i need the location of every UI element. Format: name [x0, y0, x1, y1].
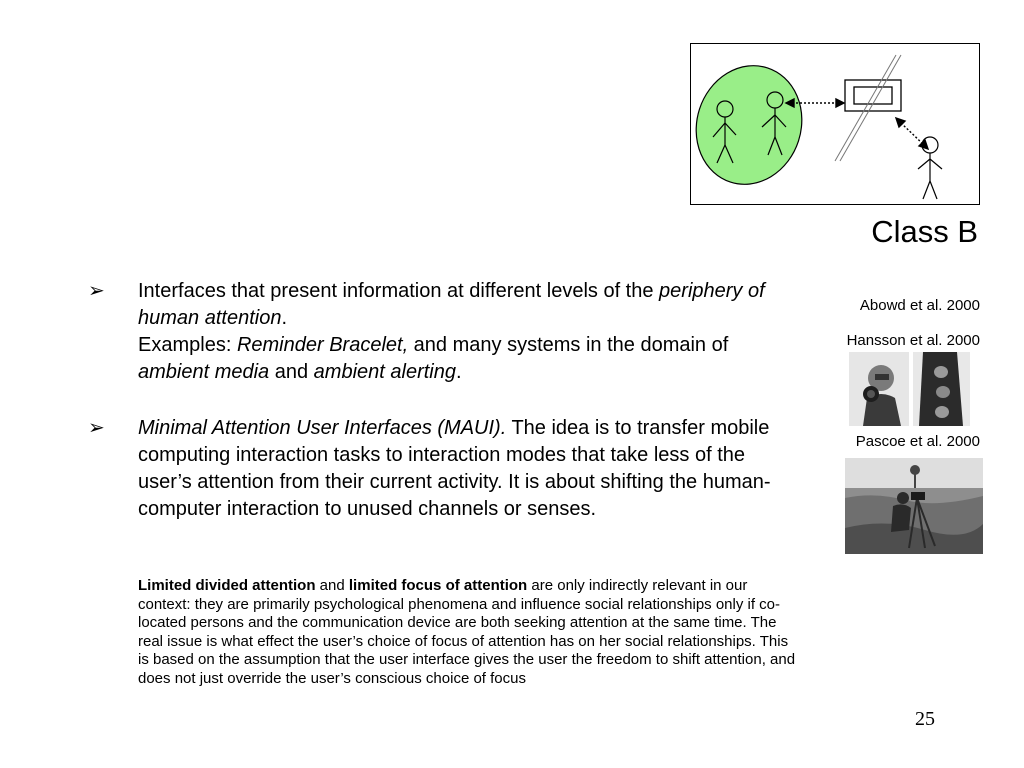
bullet-item-maui: [88, 415, 788, 523]
bullet-text: Minimal Attention User Interfaces (MAUI). The idea is to transfer mobile computing interaction tasks to interaction modes that take less of the user’s attention from their current activity. It is about shifting the human-computer interaction to unused channels or senses.: [138, 417, 771, 520]
bullet-text: Interfaces that present information at different levels of the periphery of human attention. Examples: Reminder Bracelet, and many systems in the domain of ambient media and ambient alerting.: [138, 280, 765, 383]
arrowhead-bullet-icon: ➢: [88, 417, 105, 439]
photo-field-researcher: [845, 458, 983, 554]
photo-reminder-bracelet: [913, 352, 970, 426]
bullet-item-periphery: [88, 278, 788, 386]
photo-person-with-camera: [849, 352, 909, 426]
bullet-list: [88, 278, 788, 523]
attention-note: Limited divided attention and limited focus of attention are only indirectly relevant in our context: they are primarily psychological phenomena and influence social relationships only if co-located persons and the communication device are both seeking attention at the same time. The real issue is what effect the user’s choice of focus of attention has on her social relationships. This is based on the assumption that the user interface gives the user the freedom to shift attention, and does not just override the user’s conscious choice of focus: [138, 577, 796, 687]
reference-abowd: Abowd et al. 2000: [859, 297, 980, 314]
class-b-diagram: [690, 43, 980, 205]
reference-hansson: Hansson et al. 2000: [846, 332, 980, 349]
arrowhead-bullet-icon: ➢: [88, 280, 105, 302]
page-number: 25: [915, 708, 935, 730]
slide-title: Class B: [871, 214, 978, 249]
reference-pascoe: Pascoe et al. 2000: [855, 433, 980, 450]
